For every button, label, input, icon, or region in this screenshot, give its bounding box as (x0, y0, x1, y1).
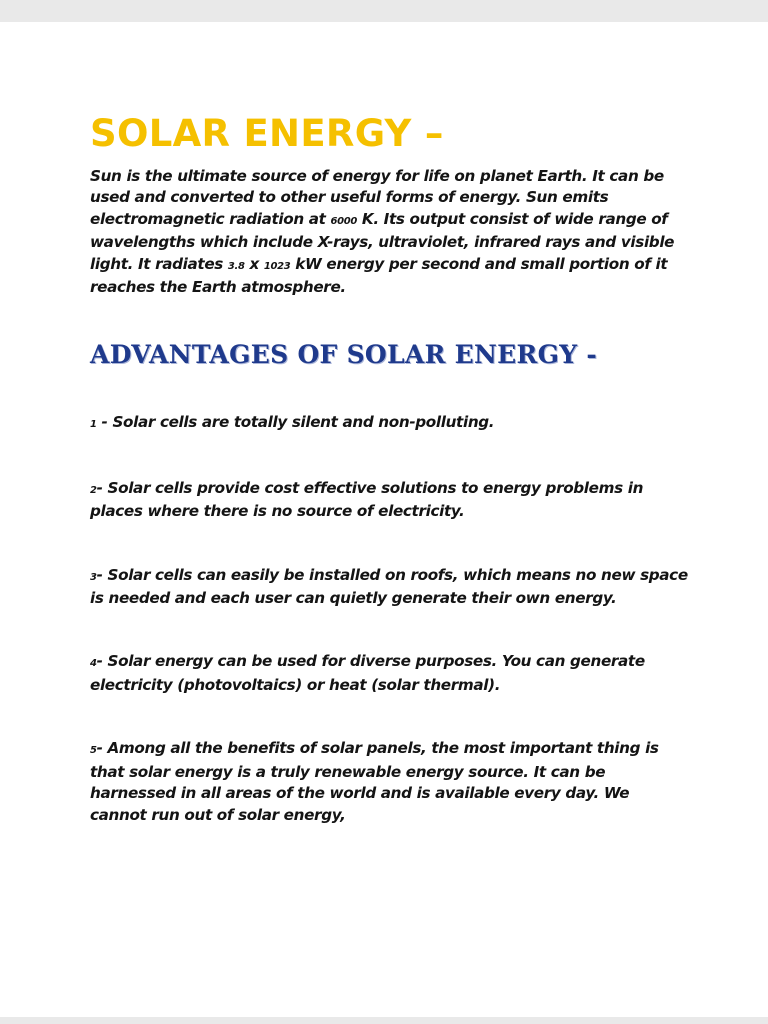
document-content (90, 112, 690, 826)
section-subtitle: ADVANTAGES OF SOLAR ENERGY - (90, 340, 598, 370)
advantage-item (90, 412, 690, 435)
intro-exponent: 1023 (263, 260, 291, 272)
intro-temperature: 6000 (330, 215, 357, 227)
advantage-separator: - (96, 565, 108, 584)
intro-text-2: K. Its output consist of wide range of wavelengths which include X-rays, ultraviolet, infrared rays and visible light. It radiates (90, 209, 675, 273)
advantage-number: 4 (90, 658, 97, 670)
intro-paragraph (90, 166, 690, 298)
advantage-number: 2 (90, 484, 97, 496)
intro-text-3: x (244, 254, 264, 273)
document-title: SOLAR ENERGY – (90, 112, 444, 155)
advantages-list (90, 412, 690, 825)
intro-text-1: Sun is the ultimate source of energy for life on planet Earth. It can be used and converted to other useful forms of energy. Sun emits electromagnetic radiation at (90, 167, 664, 228)
advantage-item (90, 478, 690, 523)
advantage-text: Solar cells are totally silent and non-polluting. (112, 413, 495, 432)
advantage-separator: - (96, 652, 108, 671)
advantage-separator: - (96, 413, 113, 432)
advantage-text: Solar energy can be used for diverse purposes. You can generate electricity (photovoltaics) or heat (solar thermal). (90, 652, 645, 694)
advantage-item (90, 651, 690, 696)
intro-text-4: kW energy per second and small portion of it reaches the Earth atmosphere. (90, 254, 668, 297)
advantage-separator: - (96, 739, 108, 758)
advantage-number: 3 (90, 571, 97, 583)
advantage-text: Solar cells can easily be installed on roofs, which means no new space is needed and each user can quietly generate their own energy. (90, 565, 688, 608)
advantage-item (90, 565, 690, 610)
intro-coefficient: 3.8 (227, 260, 245, 272)
document-page (0, 22, 768, 1017)
advantage-number: 5 (90, 745, 97, 757)
advantage-item (90, 738, 690, 826)
advantage-text: Solar cells provide cost effective solutions to energy problems in places where there is no source of electricity. (90, 478, 644, 521)
advantage-text: Among all the benefits of solar panels, the most important thing is that solar energy is a truly renewable energy source. It can be harnessed in all areas of the world and is available every day. We cannot run out of solar energy, (90, 739, 659, 824)
advantage-number: 1 (90, 419, 97, 431)
advantage-separator: - (96, 478, 108, 497)
